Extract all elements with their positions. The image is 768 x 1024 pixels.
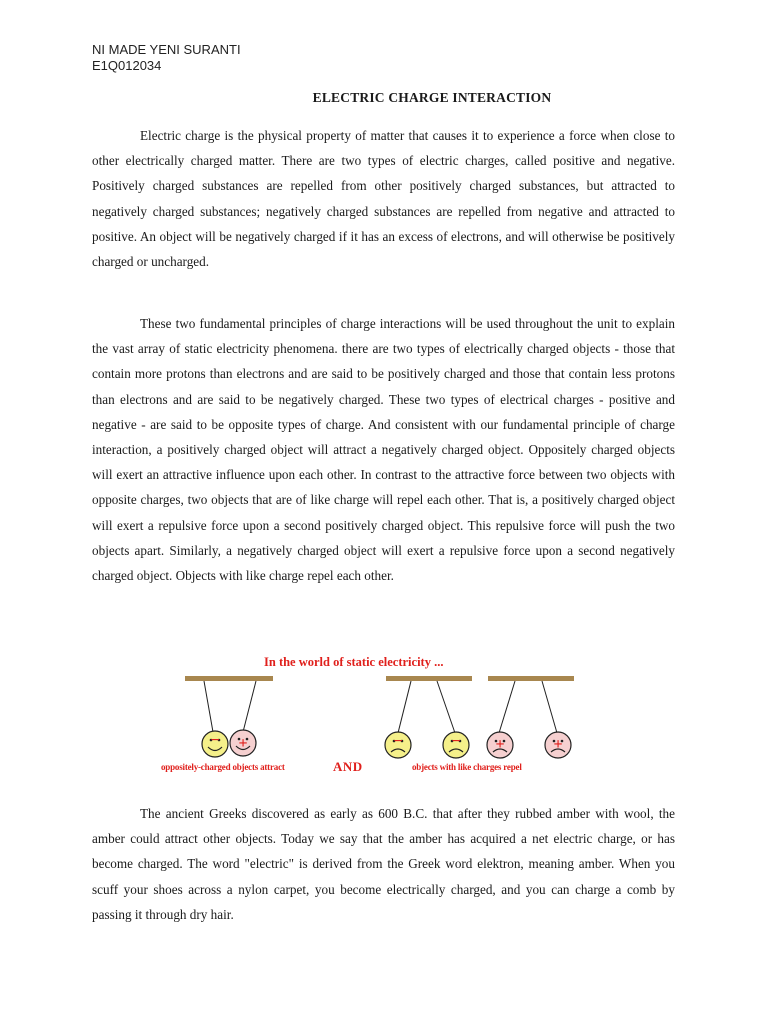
- string: [398, 681, 411, 733]
- positive-ball-frowning: [487, 732, 513, 758]
- negative-ball-frowning: [385, 732, 411, 758]
- negative-ball-frowning: [443, 732, 469, 758]
- minus-sign: −: [210, 732, 220, 749]
- string: [204, 681, 213, 732]
- label-like-repel: objects with like charges repel: [412, 762, 522, 772]
- string: [437, 681, 455, 733]
- string: [499, 681, 515, 733]
- plus-sign: +: [553, 736, 563, 753]
- positive-ball-smiling: [230, 730, 256, 756]
- minus-sign: −: [393, 733, 403, 750]
- bar-attract: [185, 676, 273, 681]
- label-and: AND: [333, 759, 363, 774]
- plus-sign: +: [238, 735, 248, 752]
- string: [542, 681, 557, 733]
- paragraph-principles: These two fundamental principles of charge interactions will be used throughout the unit to explain the vast array of static electricity phenomena. there are two types of electrically charged objects - those that contain more protons than electrons and are said to be positively charged and those that contain less protons than electrons and are said to be negatively charged. These two types of electrical charges - positive and negative - are said to be opposite types of charge. And consistent with our fundamental principle of charge interaction, a positively charged object will attract a negatively charged object. Oppositely charged objects will exert an attractive influence upon each other. In contrast to the attractive force between two objects with opposite charges, two objects that are of like charge will repel each other. That is, a positively charged object will exert a repulsive force upon a second positively charged object. This repulsive force will push the two objects apart. Similarly, a negatively charged object will exert a repulsive force upon a second negatively charged object. Objects with like charge repel each other.: [92, 316, 675, 584]
- positive-ball-frowning: [545, 732, 571, 758]
- author-name: NI MADE YENI SURANTI: [92, 42, 241, 57]
- paragraph-intro: Electric charge is the physical property of matter that causes it to experience a force when close to other electrically charged matter. There are two types of electric charges, called positive and negative. Positively charged substances are repelled from other positively charged substances, but attracted to negatively charged substances; negatively charged substances are repelled from negative and attracted to positive. An object will be negatively charged if it has an excess of electrons, and will otherwise be positively charged or uncharged.: [92, 128, 675, 270]
- figure-title: In the world of static electricity ...: [264, 655, 444, 669]
- bar-pos-repel: [488, 676, 574, 681]
- plus-sign: +: [495, 736, 505, 753]
- student-id: E1Q012034: [92, 58, 162, 73]
- paragraph-history: The ancient Greeks discovered as early as 600 B.C. that after they rubbed amber with wool, the amber could attract other objects. Today we say that the amber has acquired a net electric charge, or has become charged. The word "electric" is derived from the Greek word elektron, meaning amber. When you scuff your shoes across a nylon carpet, you become electrically charged, and you can charge a comb by passing it through dry hair.: [92, 806, 675, 922]
- label-opposite-attract: oppositely-charged objects attract: [161, 762, 285, 772]
- bar-neg-repel: [386, 676, 472, 681]
- negative-ball-smiling: [202, 731, 228, 757]
- minus-sign: −: [451, 733, 461, 750]
- string: [243, 681, 256, 732]
- document-title: ELECTRIC CHARGE INTERACTION: [312, 90, 552, 105]
